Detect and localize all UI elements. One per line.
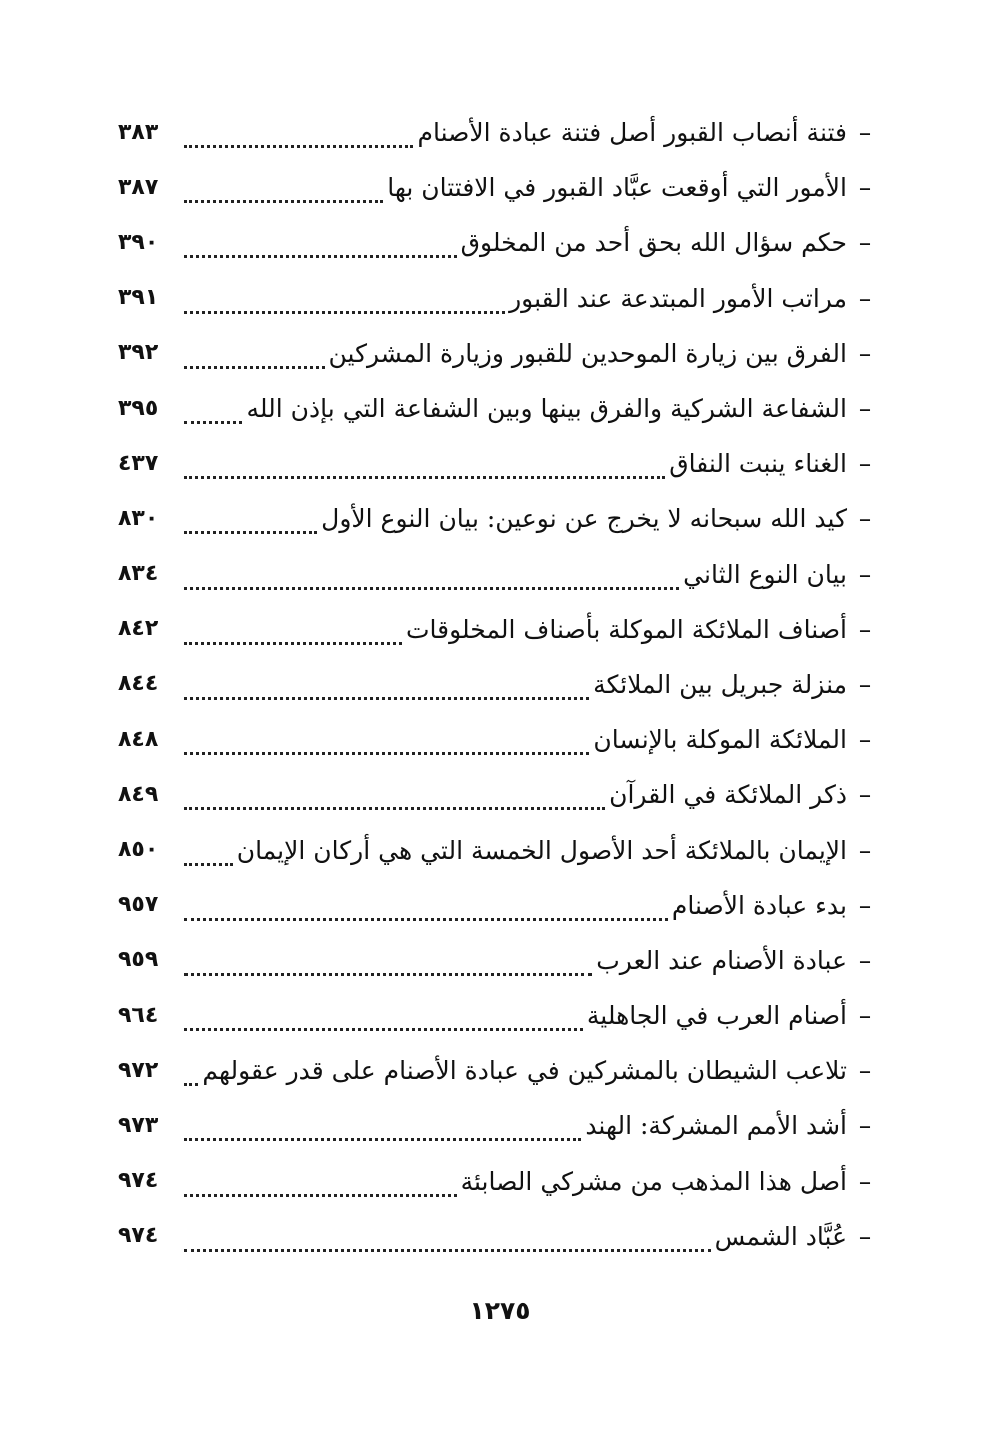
toc-entry <box>118 1098 883 1153</box>
entry-dash: – <box>858 945 872 975</box>
leader-dots <box>184 1008 583 1031</box>
entry-page-number: ٨٣٠ <box>118 505 159 531</box>
page-number: ١٢٧٥ <box>469 1296 531 1325</box>
leader-dots <box>184 511 317 534</box>
entry-page-number: ٣٨٣ <box>118 119 159 145</box>
entry-page-number: ٣٨٧ <box>118 174 159 200</box>
entry-page-number: ٨٥٠ <box>118 837 159 863</box>
entry-title: الأمور التي أوقعت عبَّاد القبور في الافتتان بها <box>387 173 847 203</box>
entry-title: ذكر الملائكة في القرآن <box>609 780 847 810</box>
entry-page-number: ٩٧٢ <box>118 1057 159 1083</box>
entry-title: أشد الأمم المشركة: الهند <box>585 1111 847 1141</box>
toc-entry <box>118 215 883 270</box>
toc-entry <box>118 712 883 767</box>
toc-entry <box>118 1154 883 1209</box>
entry-page-number: ٨٤٢ <box>118 616 159 642</box>
entry-dash: – <box>858 725 872 755</box>
entry-page-number: ٩٦٤ <box>118 1002 159 1028</box>
toc-entry <box>118 381 883 436</box>
entry-page-number: ٨٤٩ <box>118 781 159 807</box>
entry-page-number: ٤٣٧ <box>118 450 159 476</box>
toc-entry <box>118 1209 883 1264</box>
entry-dash: – <box>858 283 872 313</box>
entry-dash: – <box>858 338 872 368</box>
entry-title: عبادة الأصنام عند العرب <box>596 945 847 975</box>
entry-page-number: ٩٧٣ <box>118 1112 159 1138</box>
entry-title: الملائكة الموكلة بالإنسان <box>593 725 847 755</box>
toc-entry <box>118 878 883 933</box>
entry-dash: – <box>858 1001 872 1031</box>
entry-dash: – <box>858 890 872 920</box>
entry-title: منزلة جبريل بين الملائكة <box>593 669 847 699</box>
entry-dash: – <box>858 504 872 534</box>
leader-dots <box>184 732 589 755</box>
entry-page-number: ٣٩٥ <box>118 395 159 421</box>
entry-dash: – <box>858 559 872 589</box>
entry-dash: – <box>858 173 872 203</box>
leader-dots <box>184 1063 198 1086</box>
entry-page-number: ٨٤٤ <box>118 671 159 697</box>
leader-dots <box>184 235 457 258</box>
leader-dots <box>184 622 402 645</box>
entry-dash: – <box>858 1056 872 1086</box>
toc-entry <box>118 1043 883 1098</box>
toc-entry <box>118 657 883 712</box>
leader-dots <box>184 125 413 148</box>
entry-dash: – <box>858 780 872 810</box>
entry-dash: – <box>858 1221 872 1251</box>
leader-dots <box>184 843 233 866</box>
leader-dots <box>184 401 242 424</box>
entry-dash: – <box>858 1166 872 1196</box>
toc-entry <box>118 491 883 546</box>
entry-title: حكم سؤال الله بحق أحد من المخلوق <box>460 228 847 258</box>
entry-title: كيد الله سبحانه لا يخرج عن نوعين: بيان النوع الأول <box>321 504 847 534</box>
leader-dots <box>184 1174 457 1197</box>
entry-title: عُبَّاد الشمس <box>714 1221 847 1251</box>
leader-dots <box>184 346 325 369</box>
entry-title: أصنام العرب في الجاهلية <box>586 1001 847 1031</box>
entry-dash: – <box>858 1111 872 1141</box>
leader-dots <box>184 677 589 700</box>
entry-page-number: ٨٣٤ <box>118 561 159 587</box>
entry-page-number: ٩٧٤ <box>118 1223 159 1249</box>
entry-page-number: ٣٩٠ <box>118 229 159 255</box>
entry-dash: – <box>858 228 872 258</box>
entry-title: الشفاعة الشركية والفرق بينها وبين الشفاعة التي بإذن الله <box>246 394 847 424</box>
entry-dash: – <box>858 394 872 424</box>
leader-dots <box>184 1229 711 1252</box>
toc-entry <box>118 436 883 491</box>
entry-page-number: ٩٥٧ <box>118 892 159 918</box>
entry-title: الإيمان بالملائكة أحد الأصول الخمسة التي هي أركان الإيمان <box>236 835 847 865</box>
toc-entry <box>118 326 883 381</box>
toc-entry <box>118 767 883 822</box>
toc-entry <box>118 105 883 160</box>
toc-entry <box>118 160 883 215</box>
entry-title: بدء عبادة الأصنام <box>671 890 847 920</box>
entry-title: تلاعب الشيطان بالمشركين في عبادة الأصنام على قدر عقولهم <box>202 1056 847 1086</box>
leader-dots <box>184 291 505 314</box>
leader-dots <box>184 787 605 810</box>
toc-entry <box>118 988 883 1043</box>
entry-dash: – <box>858 118 872 148</box>
table-of-contents <box>118 105 883 1264</box>
entry-title: الفرق بين زيارة الموحدين للقبور وزيارة المشركين <box>328 338 847 368</box>
entry-dash: – <box>858 835 872 865</box>
entry-title: الغناء ينبت النفاق <box>669 449 847 479</box>
leader-dots <box>184 567 679 590</box>
leader-dots <box>184 1118 581 1141</box>
entry-page-number: ٩٧٤ <box>118 1168 159 1194</box>
entry-dash: – <box>858 614 872 644</box>
toc-entry <box>118 933 883 988</box>
entry-title: مراتب الأمور المبتدعة عند القبور <box>509 283 847 313</box>
entry-page-number: ٩٥٩ <box>118 947 159 973</box>
entry-page-number: ٣٩٢ <box>118 340 159 366</box>
entry-dash: – <box>858 669 872 699</box>
leader-dots <box>184 180 383 203</box>
toc-entry <box>118 822 883 877</box>
entry-title: أصناف الملائكة الموكلة بأصناف المخلوقات <box>406 614 847 644</box>
toc-entry <box>118 271 883 326</box>
leader-dots <box>184 953 592 976</box>
entry-title: أصل هذا المذهب من مشركي الصابئة <box>460 1166 847 1196</box>
entry-title: بيان النوع الثاني <box>683 559 847 589</box>
entry-title: فتنة أنصاب القبور أصل فتنة عبادة الأصنام <box>417 118 847 148</box>
entry-dash: – <box>858 449 872 479</box>
leader-dots <box>184 456 665 479</box>
entry-page-number: ٨٤٨ <box>118 726 159 752</box>
entry-page-number: ٣٩١ <box>118 285 159 311</box>
toc-entry <box>118 602 883 657</box>
leader-dots <box>184 898 668 921</box>
toc-entry <box>118 547 883 602</box>
